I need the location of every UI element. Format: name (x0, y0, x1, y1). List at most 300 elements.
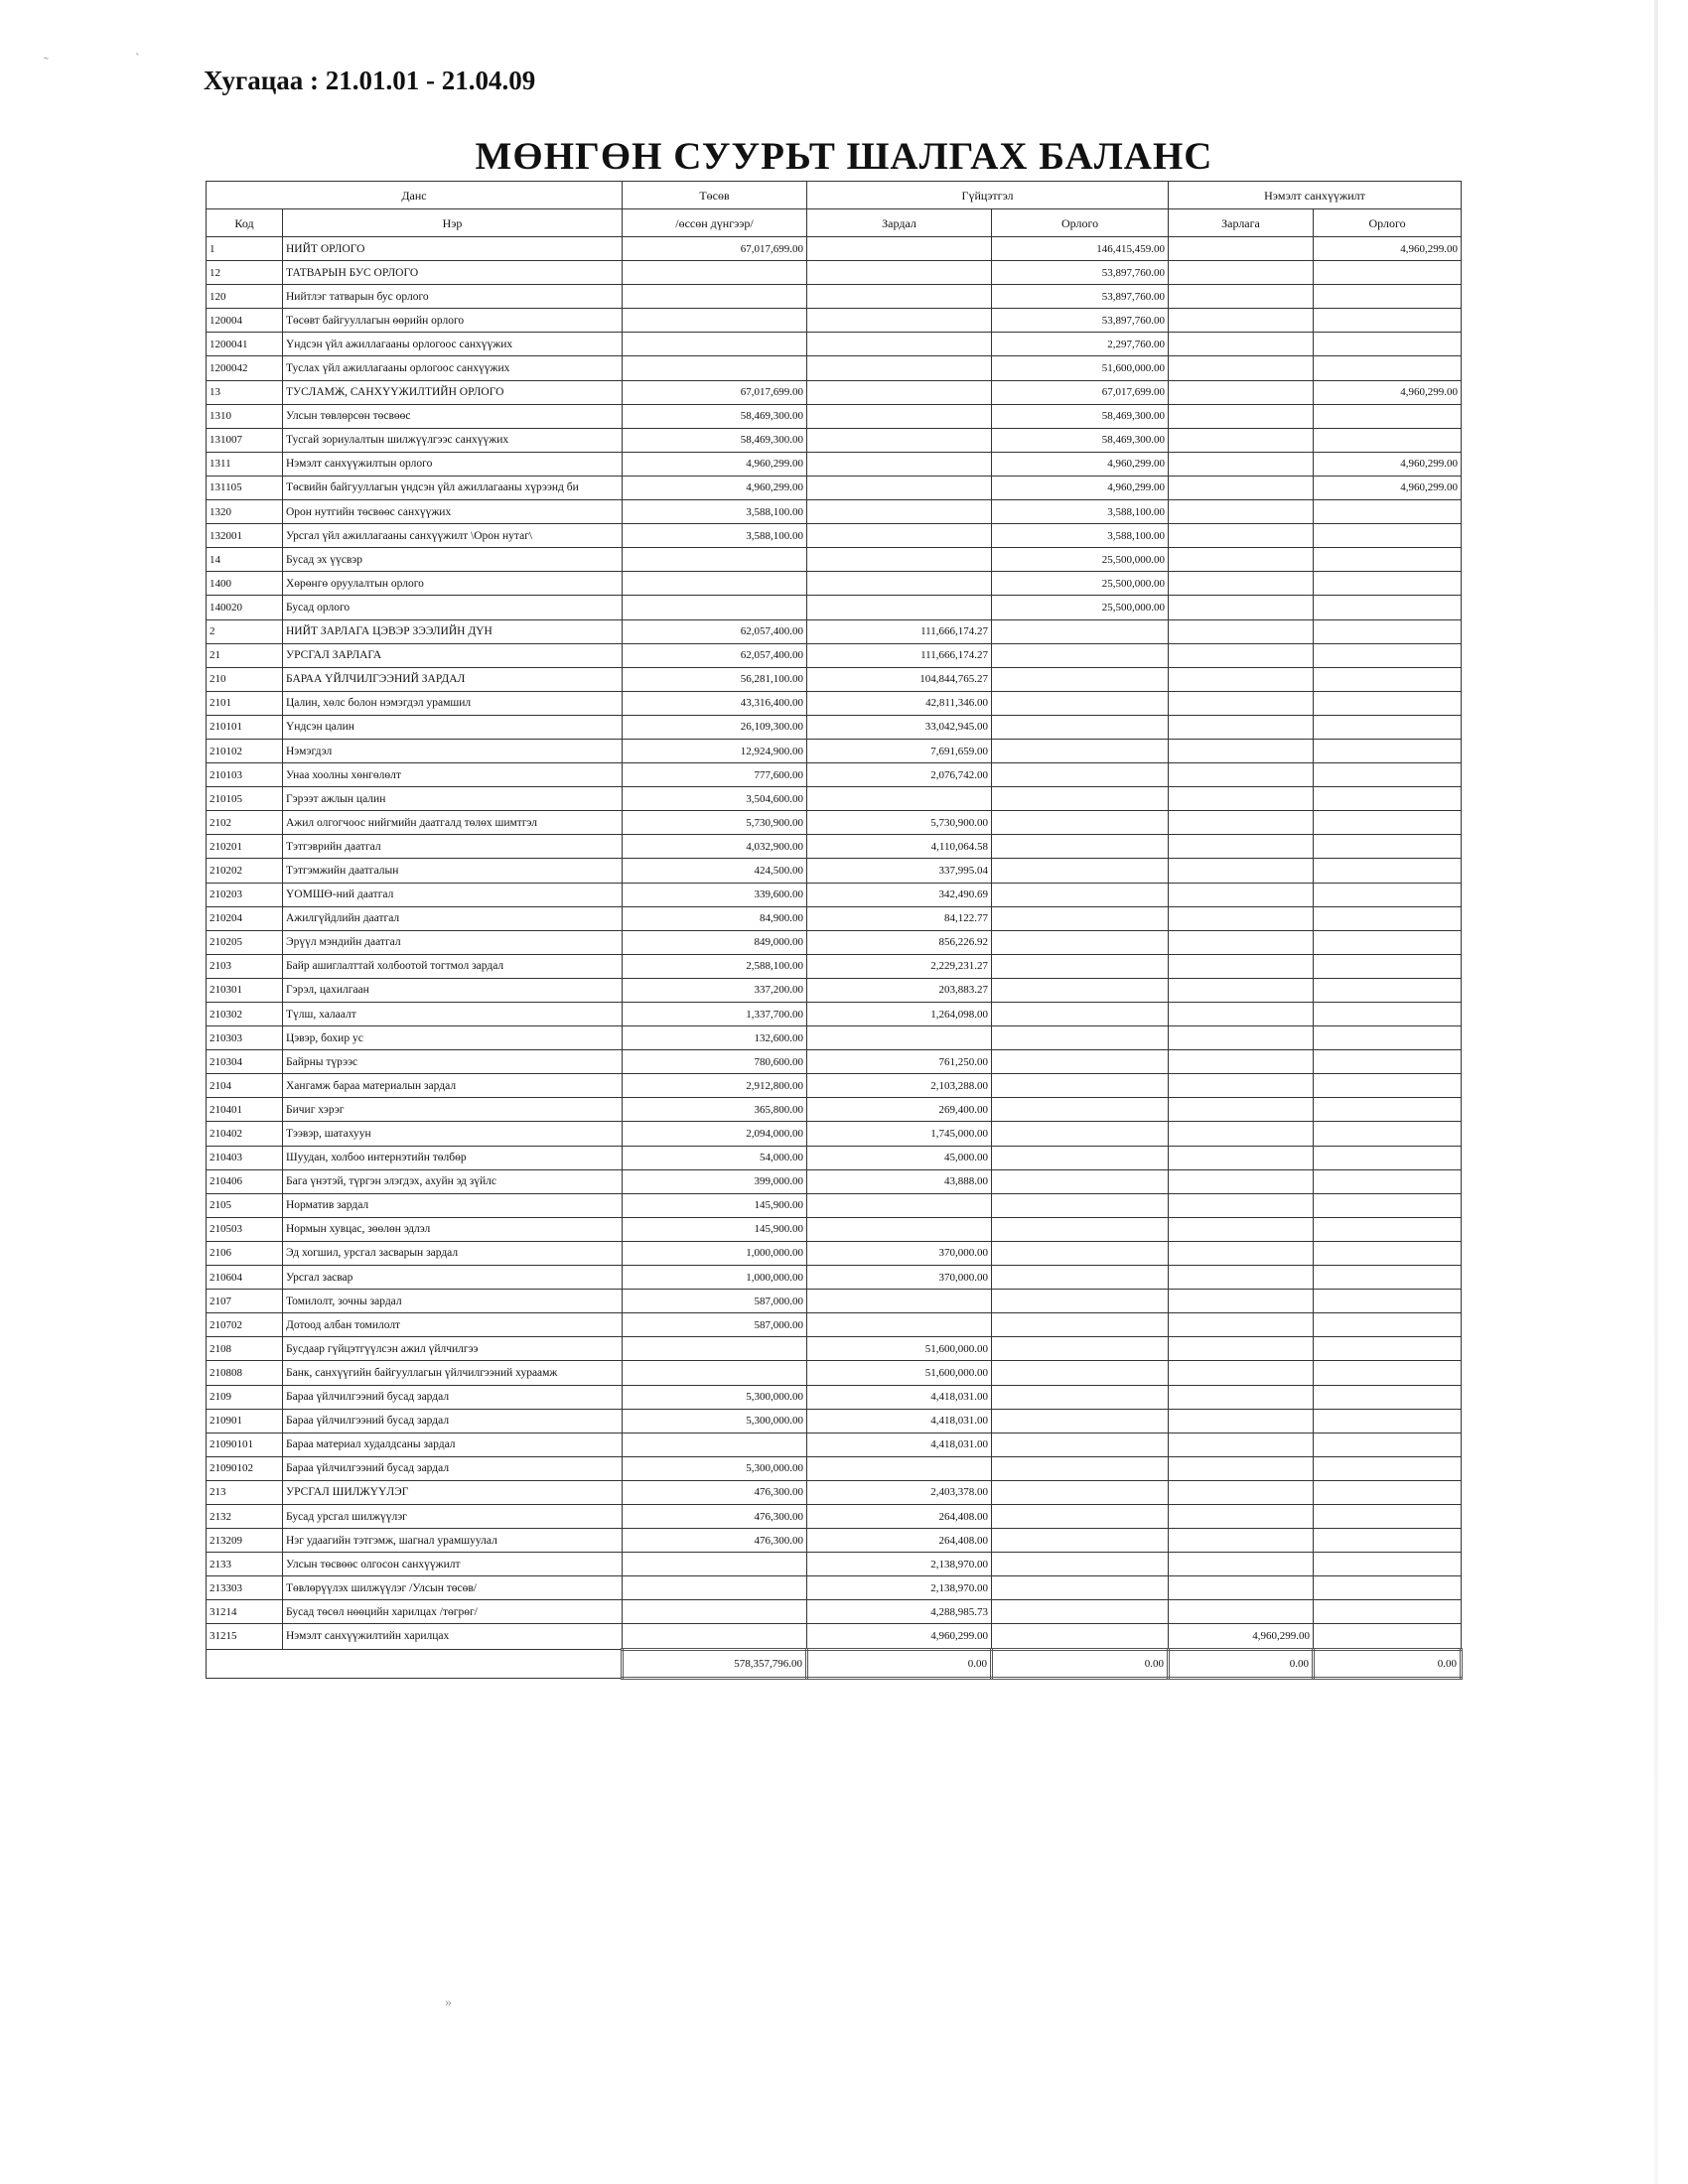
cell-budget: 145,900.00 (623, 1217, 807, 1241)
table-row (207, 1050, 1462, 1074)
cell-add-income (1314, 428, 1462, 452)
cell-budget: 26,109,300.00 (623, 715, 807, 739)
cell-budget: 5,300,000.00 (623, 1385, 807, 1409)
cell-name: Бусад орлого (283, 596, 623, 619)
cell-code: 210201 (207, 835, 283, 859)
cell-add-expense (1169, 811, 1314, 835)
table-row (207, 619, 1462, 643)
cell-expense: 264,408.00 (807, 1529, 992, 1553)
table-row (207, 835, 1462, 859)
cell-income: 2,297,760.00 (992, 333, 1169, 356)
cell-name: Томилолт, зочны зардал (283, 1290, 623, 1313)
cell-expense: 111,666,174.27 (807, 619, 992, 643)
cell-add-expense: 4,960,299.00 (1169, 1624, 1314, 1649)
cell-budget: 3,588,100.00 (623, 524, 807, 548)
cell-expense: 2,229,231.27 (807, 954, 992, 978)
cell-name: Нэмэлт санхүүжилтийн харилцах (283, 1624, 623, 1649)
cell-budget (623, 1433, 807, 1456)
cell-expense: 4,960,299.00 (807, 1624, 992, 1649)
cell-add-expense (1169, 1504, 1314, 1528)
cell-add-expense (1169, 1098, 1314, 1122)
cell-code: 210304 (207, 1050, 283, 1074)
cell-income: 146,415,459.00 (992, 237, 1169, 261)
cell-add-expense (1169, 285, 1314, 309)
cell-expense: 2,076,742.00 (807, 763, 992, 787)
cell-add-expense (1169, 1003, 1314, 1026)
table-row (207, 1026, 1462, 1050)
cell-code: 210205 (207, 930, 283, 954)
cell-budget (623, 261, 807, 285)
cell-income (992, 1026, 1169, 1050)
cell-income: 51,600,000.00 (992, 356, 1169, 380)
table-row (207, 572, 1462, 596)
cell-expense (807, 548, 992, 572)
cell-budget: 587,000.00 (623, 1313, 807, 1337)
cell-name: Дотоод албан томилолт (283, 1313, 623, 1337)
table-row (207, 1433, 1462, 1456)
cell-add-expense (1169, 835, 1314, 859)
cell-add-expense (1169, 1600, 1314, 1624)
cell-code: 210303 (207, 1026, 283, 1050)
cell-budget: 67,017,699.00 (623, 380, 807, 404)
cell-budget: 399,000.00 (623, 1169, 807, 1193)
cell-income (992, 1193, 1169, 1217)
cell-code: 2102 (207, 811, 283, 835)
cell-name: Бусад урсгал шилжүүлэг (283, 1504, 623, 1528)
cell-add-income (1314, 572, 1462, 596)
cell-income (992, 1456, 1169, 1480)
cell-name: Үндсэн үйл ажиллагааны орлогоос санхүүжих (283, 333, 623, 356)
cell-name: Бусдаар гүйцэтгүүлсэн ажил үйлчилгээ (283, 1337, 623, 1361)
cell-budget: 337,200.00 (623, 978, 807, 1002)
cell-name: Урсгал үйл ажиллагааны санхүүжилт \Орон нутаг\ (283, 524, 623, 548)
cell-code: 210702 (207, 1313, 283, 1337)
cell-code: 210302 (207, 1003, 283, 1026)
cell-budget: 424,500.00 (623, 859, 807, 883)
cell-expense: 264,408.00 (807, 1504, 992, 1528)
table-row (207, 596, 1462, 619)
cell-code: 210402 (207, 1122, 283, 1146)
cell-add-income (1314, 1456, 1462, 1480)
cell-add-income (1314, 1409, 1462, 1433)
table-row (207, 1504, 1462, 1528)
scan-speck: ˋ (135, 52, 140, 67)
table-row (207, 261, 1462, 285)
cell-code: 2 (207, 619, 283, 643)
cell-code: 210203 (207, 883, 283, 906)
cell-name: Эрүүл мэндийн даатгал (283, 930, 623, 954)
cell-budget: 1,000,000.00 (623, 1241, 807, 1265)
cell-add-expense (1169, 1553, 1314, 1576)
cell-name: Тээвэр, шатахуун (283, 1122, 623, 1146)
table-row (207, 1217, 1462, 1241)
cell-add-income: 4,960,299.00 (1314, 380, 1462, 404)
cell-add-expense (1169, 1146, 1314, 1169)
table-row (207, 285, 1462, 309)
cell-code: 21090102 (207, 1456, 283, 1480)
cell-add-expense (1169, 356, 1314, 380)
cell-name: Бичиг хэрэг (283, 1098, 623, 1122)
cell-budget (623, 1600, 807, 1624)
cell-code: 210403 (207, 1146, 283, 1169)
cell-add-expense (1169, 763, 1314, 787)
cell-budget (623, 1553, 807, 1576)
table-row (207, 1241, 1462, 1265)
cell-expense (807, 237, 992, 261)
cell-income (992, 1098, 1169, 1122)
cell-name: Бараа үйлчилгээний бусад зардал (283, 1385, 623, 1409)
cell-name: Унаа хоолны хөнгөлөлт (283, 763, 623, 787)
cell-add-income (1314, 1217, 1462, 1241)
table-row (207, 811, 1462, 835)
cell-code: 213 (207, 1480, 283, 1504)
cell-code: 210 (207, 667, 283, 691)
cell-add-income (1314, 1193, 1462, 1217)
table-row (207, 1456, 1462, 1480)
cell-budget: 4,960,299.00 (623, 452, 807, 476)
cell-budget: 777,600.00 (623, 763, 807, 787)
cell-add-expense (1169, 715, 1314, 739)
cell-name: Нормын хувцас, зөөлөн эдлэл (283, 1217, 623, 1241)
header-actual-expense: Зардал (807, 209, 992, 237)
cell-expense: 370,000.00 (807, 1241, 992, 1265)
cell-code: 2107 (207, 1290, 283, 1313)
cell-income (992, 1504, 1169, 1528)
cell-budget: 4,960,299.00 (623, 476, 807, 499)
cell-add-income: 4,960,299.00 (1314, 476, 1462, 499)
cell-add-income (1314, 1553, 1462, 1576)
table-row (207, 309, 1462, 333)
cell-add-income (1314, 1074, 1462, 1098)
cell-add-income (1314, 1098, 1462, 1122)
cell-expense (807, 572, 992, 596)
cell-name: Хөрөнгө оруулалтын орлого (283, 572, 623, 596)
cell-code: 14 (207, 548, 283, 572)
report-period: Хугацаа : 21.01.01 - 21.04.09 (204, 66, 536, 95)
cell-add-expense (1169, 1433, 1314, 1456)
cell-budget: 12,924,900.00 (623, 739, 807, 762)
cell-income (992, 619, 1169, 643)
table-row (207, 237, 1462, 261)
cell-expense: 4,418,031.00 (807, 1409, 992, 1433)
cell-budget: 476,300.00 (623, 1480, 807, 1504)
header-add-income: Орлого (1314, 209, 1462, 237)
cell-expense: 5,730,900.00 (807, 811, 992, 835)
cell-add-income (1314, 1337, 1462, 1361)
cell-add-income (1314, 739, 1462, 762)
table-row (207, 1193, 1462, 1217)
cell-expense: 761,250.00 (807, 1050, 992, 1074)
cell-income (992, 1553, 1169, 1576)
cell-name: Бага үнэтэй, түргэн элэгдэх, ахуйн эд зүйлс (283, 1169, 623, 1193)
cell-budget: 132,600.00 (623, 1026, 807, 1050)
table-row (207, 1313, 1462, 1337)
cell-code: 213209 (207, 1529, 283, 1553)
cell-name: Ажил олгогчоос нийгмийн даатгалд төлөх шимтгэл (283, 811, 623, 835)
cell-code: 2104 (207, 1074, 283, 1098)
cell-add-expense (1169, 1480, 1314, 1504)
cell-budget: 62,057,400.00 (623, 643, 807, 667)
cell-income (992, 1576, 1169, 1600)
cell-code: 2105 (207, 1193, 283, 1217)
cell-budget (623, 1361, 807, 1385)
cell-add-income (1314, 1290, 1462, 1313)
table-row (207, 476, 1462, 499)
cell-income: 53,897,760.00 (992, 285, 1169, 309)
table-row (207, 787, 1462, 811)
cell-add-expense (1169, 667, 1314, 691)
cell-expense (807, 285, 992, 309)
cell-add-income: 4,960,299.00 (1314, 237, 1462, 261)
cell-add-income (1314, 1026, 1462, 1050)
cell-name: Тэтгэврийн даатгал (283, 835, 623, 859)
table-row (207, 1003, 1462, 1026)
table-row (207, 1624, 1462, 1649)
cell-budget: 145,900.00 (623, 1193, 807, 1217)
cell-add-income (1314, 1504, 1462, 1528)
cell-code: 2103 (207, 954, 283, 978)
cell-add-income (1314, 619, 1462, 643)
cell-budget: 62,057,400.00 (623, 619, 807, 643)
cell-expense: 51,600,000.00 (807, 1361, 992, 1385)
cell-add-income (1314, 548, 1462, 572)
header-account: Данс (207, 182, 623, 209)
cell-add-expense (1169, 930, 1314, 954)
table-row (207, 906, 1462, 930)
cell-code: 2109 (207, 1385, 283, 1409)
cell-add-income (1314, 261, 1462, 285)
cell-code: 2108 (207, 1337, 283, 1361)
cell-income (992, 1050, 1169, 1074)
cell-add-expense (1169, 596, 1314, 619)
cell-name: Бараа материал худалдсаны зардал (283, 1433, 623, 1456)
cell-expense: 1,264,098.00 (807, 1003, 992, 1026)
cell-income (992, 1074, 1169, 1098)
cell-budget: 339,600.00 (623, 883, 807, 906)
cell-add-income (1314, 787, 1462, 811)
cell-code: 1320 (207, 500, 283, 524)
cell-income: 3,588,100.00 (992, 524, 1169, 548)
table-row (207, 524, 1462, 548)
cell-add-income (1314, 309, 1462, 333)
cell-name: Бараа үйлчилгээний бусад зардал (283, 1409, 623, 1433)
table-row (207, 859, 1462, 883)
cell-add-expense (1169, 739, 1314, 762)
table-row (207, 1553, 1462, 1576)
cell-add-expense (1169, 883, 1314, 906)
cell-budget (623, 572, 807, 596)
cell-code: 2133 (207, 1553, 283, 1576)
cell-budget (623, 309, 807, 333)
cell-add-expense (1169, 1529, 1314, 1553)
cell-name: Нэмэгдэл (283, 739, 623, 762)
cell-add-income (1314, 404, 1462, 428)
cell-name: Орон нутгийн төсвөөс санхүүжих (283, 500, 623, 524)
cell-income (992, 1361, 1169, 1385)
cell-add-income (1314, 1266, 1462, 1290)
cell-add-income (1314, 1529, 1462, 1553)
cell-add-income (1314, 1576, 1462, 1600)
cell-income: 58,469,300.00 (992, 428, 1169, 452)
cell-name: Улсын төвлөрсөн төсвөөс (283, 404, 623, 428)
cell-income: 25,500,000.00 (992, 572, 1169, 596)
cell-add-income (1314, 667, 1462, 691)
cell-code: 131105 (207, 476, 283, 499)
cell-expense (807, 1026, 992, 1050)
cell-code: 21090101 (207, 1433, 283, 1456)
cell-code: 210202 (207, 859, 283, 883)
cell-code: 2101 (207, 691, 283, 715)
cell-budget: 780,600.00 (623, 1050, 807, 1074)
cell-expense: 7,691,659.00 (807, 739, 992, 762)
cell-code: 210102 (207, 739, 283, 762)
cell-add-expense (1169, 954, 1314, 978)
cell-expense: 4,418,031.00 (807, 1385, 992, 1409)
cell-budget: 849,000.00 (623, 930, 807, 954)
table-row (207, 1529, 1462, 1553)
cell-income (992, 1409, 1169, 1433)
cell-add-income (1314, 1169, 1462, 1193)
total-add-expense: 0.00 (1169, 1649, 1314, 1678)
cell-income (992, 1146, 1169, 1169)
cell-budget: 1,000,000.00 (623, 1266, 807, 1290)
cell-add-expense (1169, 1456, 1314, 1480)
table-row (207, 691, 1462, 715)
cell-add-income (1314, 1385, 1462, 1409)
cell-add-expense (1169, 1576, 1314, 1600)
cell-income: 4,960,299.00 (992, 452, 1169, 476)
cell-add-expense (1169, 380, 1314, 404)
cell-expense (807, 787, 992, 811)
table-row (207, 667, 1462, 691)
cell-add-expense (1169, 524, 1314, 548)
cell-add-expense (1169, 1313, 1314, 1337)
cell-expense: 342,490.69 (807, 883, 992, 906)
cell-expense: 111,666,174.27 (807, 643, 992, 667)
table-row (207, 548, 1462, 572)
cell-add-expense (1169, 1290, 1314, 1313)
cell-name: Норматив зардал (283, 1193, 623, 1217)
cell-add-expense (1169, 1050, 1314, 1074)
cell-add-income: 4,960,299.00 (1314, 452, 1462, 476)
table-row (207, 1122, 1462, 1146)
cell-add-expense (1169, 237, 1314, 261)
cell-code: 1400 (207, 572, 283, 596)
cell-name: ТУСЛАМЖ, САНХҮҮЖИЛТИЙН ОРЛОГО (283, 380, 623, 404)
cell-expense (807, 309, 992, 333)
cell-income (992, 859, 1169, 883)
cell-income (992, 1266, 1169, 1290)
table-row (207, 1337, 1462, 1361)
cell-code: 13 (207, 380, 283, 404)
cell-budget: 5,300,000.00 (623, 1456, 807, 1480)
total-expense: 0.00 (807, 1649, 992, 1678)
cell-code: 210204 (207, 906, 283, 930)
cell-budget: 54,000.00 (623, 1146, 807, 1169)
cell-code: 1311 (207, 452, 283, 476)
cell-budget: 67,017,699.00 (623, 237, 807, 261)
cell-budget: 1,337,700.00 (623, 1003, 807, 1026)
report-title: МӨНГӨН СУУРЬТ ШАЛГАХ БАЛАНС (475, 135, 1213, 178)
cell-budget: 3,504,600.00 (623, 787, 807, 811)
cell-budget: 2,912,800.00 (623, 1074, 807, 1098)
cell-expense: 45,000.00 (807, 1146, 992, 1169)
cell-income (992, 739, 1169, 762)
table-row (207, 1146, 1462, 1169)
cell-code: 210301 (207, 978, 283, 1002)
cell-add-income (1314, 835, 1462, 859)
cell-expense (807, 356, 992, 380)
cell-name: Улсын төсвөөс олгосон санхүүжилт (283, 1553, 623, 1576)
cell-income (992, 691, 1169, 715)
cell-add-expense (1169, 309, 1314, 333)
cell-add-expense (1169, 691, 1314, 715)
cell-budget: 58,469,300.00 (623, 404, 807, 428)
cell-budget (623, 333, 807, 356)
table-row (207, 1576, 1462, 1600)
cell-income (992, 763, 1169, 787)
cell-budget (623, 285, 807, 309)
cell-income: 67,017,699.00 (992, 380, 1169, 404)
cell-add-expense (1169, 261, 1314, 285)
table-row (207, 452, 1462, 476)
cell-add-expense (1169, 619, 1314, 643)
cell-name: НИЙТ ЗАРЛАГА ЦЭВЭР ЗЭЭЛИЙН ДҮН (283, 619, 623, 643)
cell-add-income (1314, 333, 1462, 356)
scan-speck: » (445, 1995, 452, 2010)
table-row (207, 739, 1462, 762)
cell-expense: 43,888.00 (807, 1169, 992, 1193)
cell-add-expense (1169, 1385, 1314, 1409)
cell-income (992, 954, 1169, 978)
cell-add-income (1314, 1480, 1462, 1504)
cell-expense: 856,226.92 (807, 930, 992, 954)
table-row (207, 380, 1462, 404)
cell-expense: 203,883.27 (807, 978, 992, 1002)
cell-add-income (1314, 763, 1462, 787)
table-row (207, 404, 1462, 428)
cell-add-income (1314, 285, 1462, 309)
cell-code: 120 (207, 285, 283, 309)
header-name: Нэр (283, 209, 623, 237)
cell-add-expense (1169, 1122, 1314, 1146)
cell-add-expense (1169, 1409, 1314, 1433)
cell-budget (623, 596, 807, 619)
cell-code: 131007 (207, 428, 283, 452)
cell-name: Банк, санхүүгийн байгууллагын үйлчилгээний хураамж (283, 1361, 623, 1385)
cell-add-expense (1169, 787, 1314, 811)
cell-name: УРСГАЛ ШИЛЖҮҮЛЭГ (283, 1480, 623, 1504)
cell-name: Эд хогшил, урсгал засварын зардал (283, 1241, 623, 1265)
cell-income (992, 906, 1169, 930)
cell-budget (623, 356, 807, 380)
cell-code: 31214 (207, 1600, 283, 1624)
cell-code: 2106 (207, 1241, 283, 1265)
table-row (207, 428, 1462, 452)
cell-name: Төвлөрүүлэх шилжүүлэг /Улсын төсөв/ (283, 1576, 623, 1600)
cell-expense: 370,000.00 (807, 1266, 992, 1290)
cell-income (992, 1169, 1169, 1193)
cell-expense (807, 261, 992, 285)
cell-budget (623, 548, 807, 572)
cell-income (992, 1624, 1169, 1649)
cell-add-income (1314, 1361, 1462, 1385)
cell-budget: 4,032,900.00 (623, 835, 807, 859)
trial-balance-table (206, 181, 1463, 1680)
cell-code: 21 (207, 643, 283, 667)
cell-code: 31215 (207, 1624, 283, 1649)
cell-budget: 365,800.00 (623, 1098, 807, 1122)
